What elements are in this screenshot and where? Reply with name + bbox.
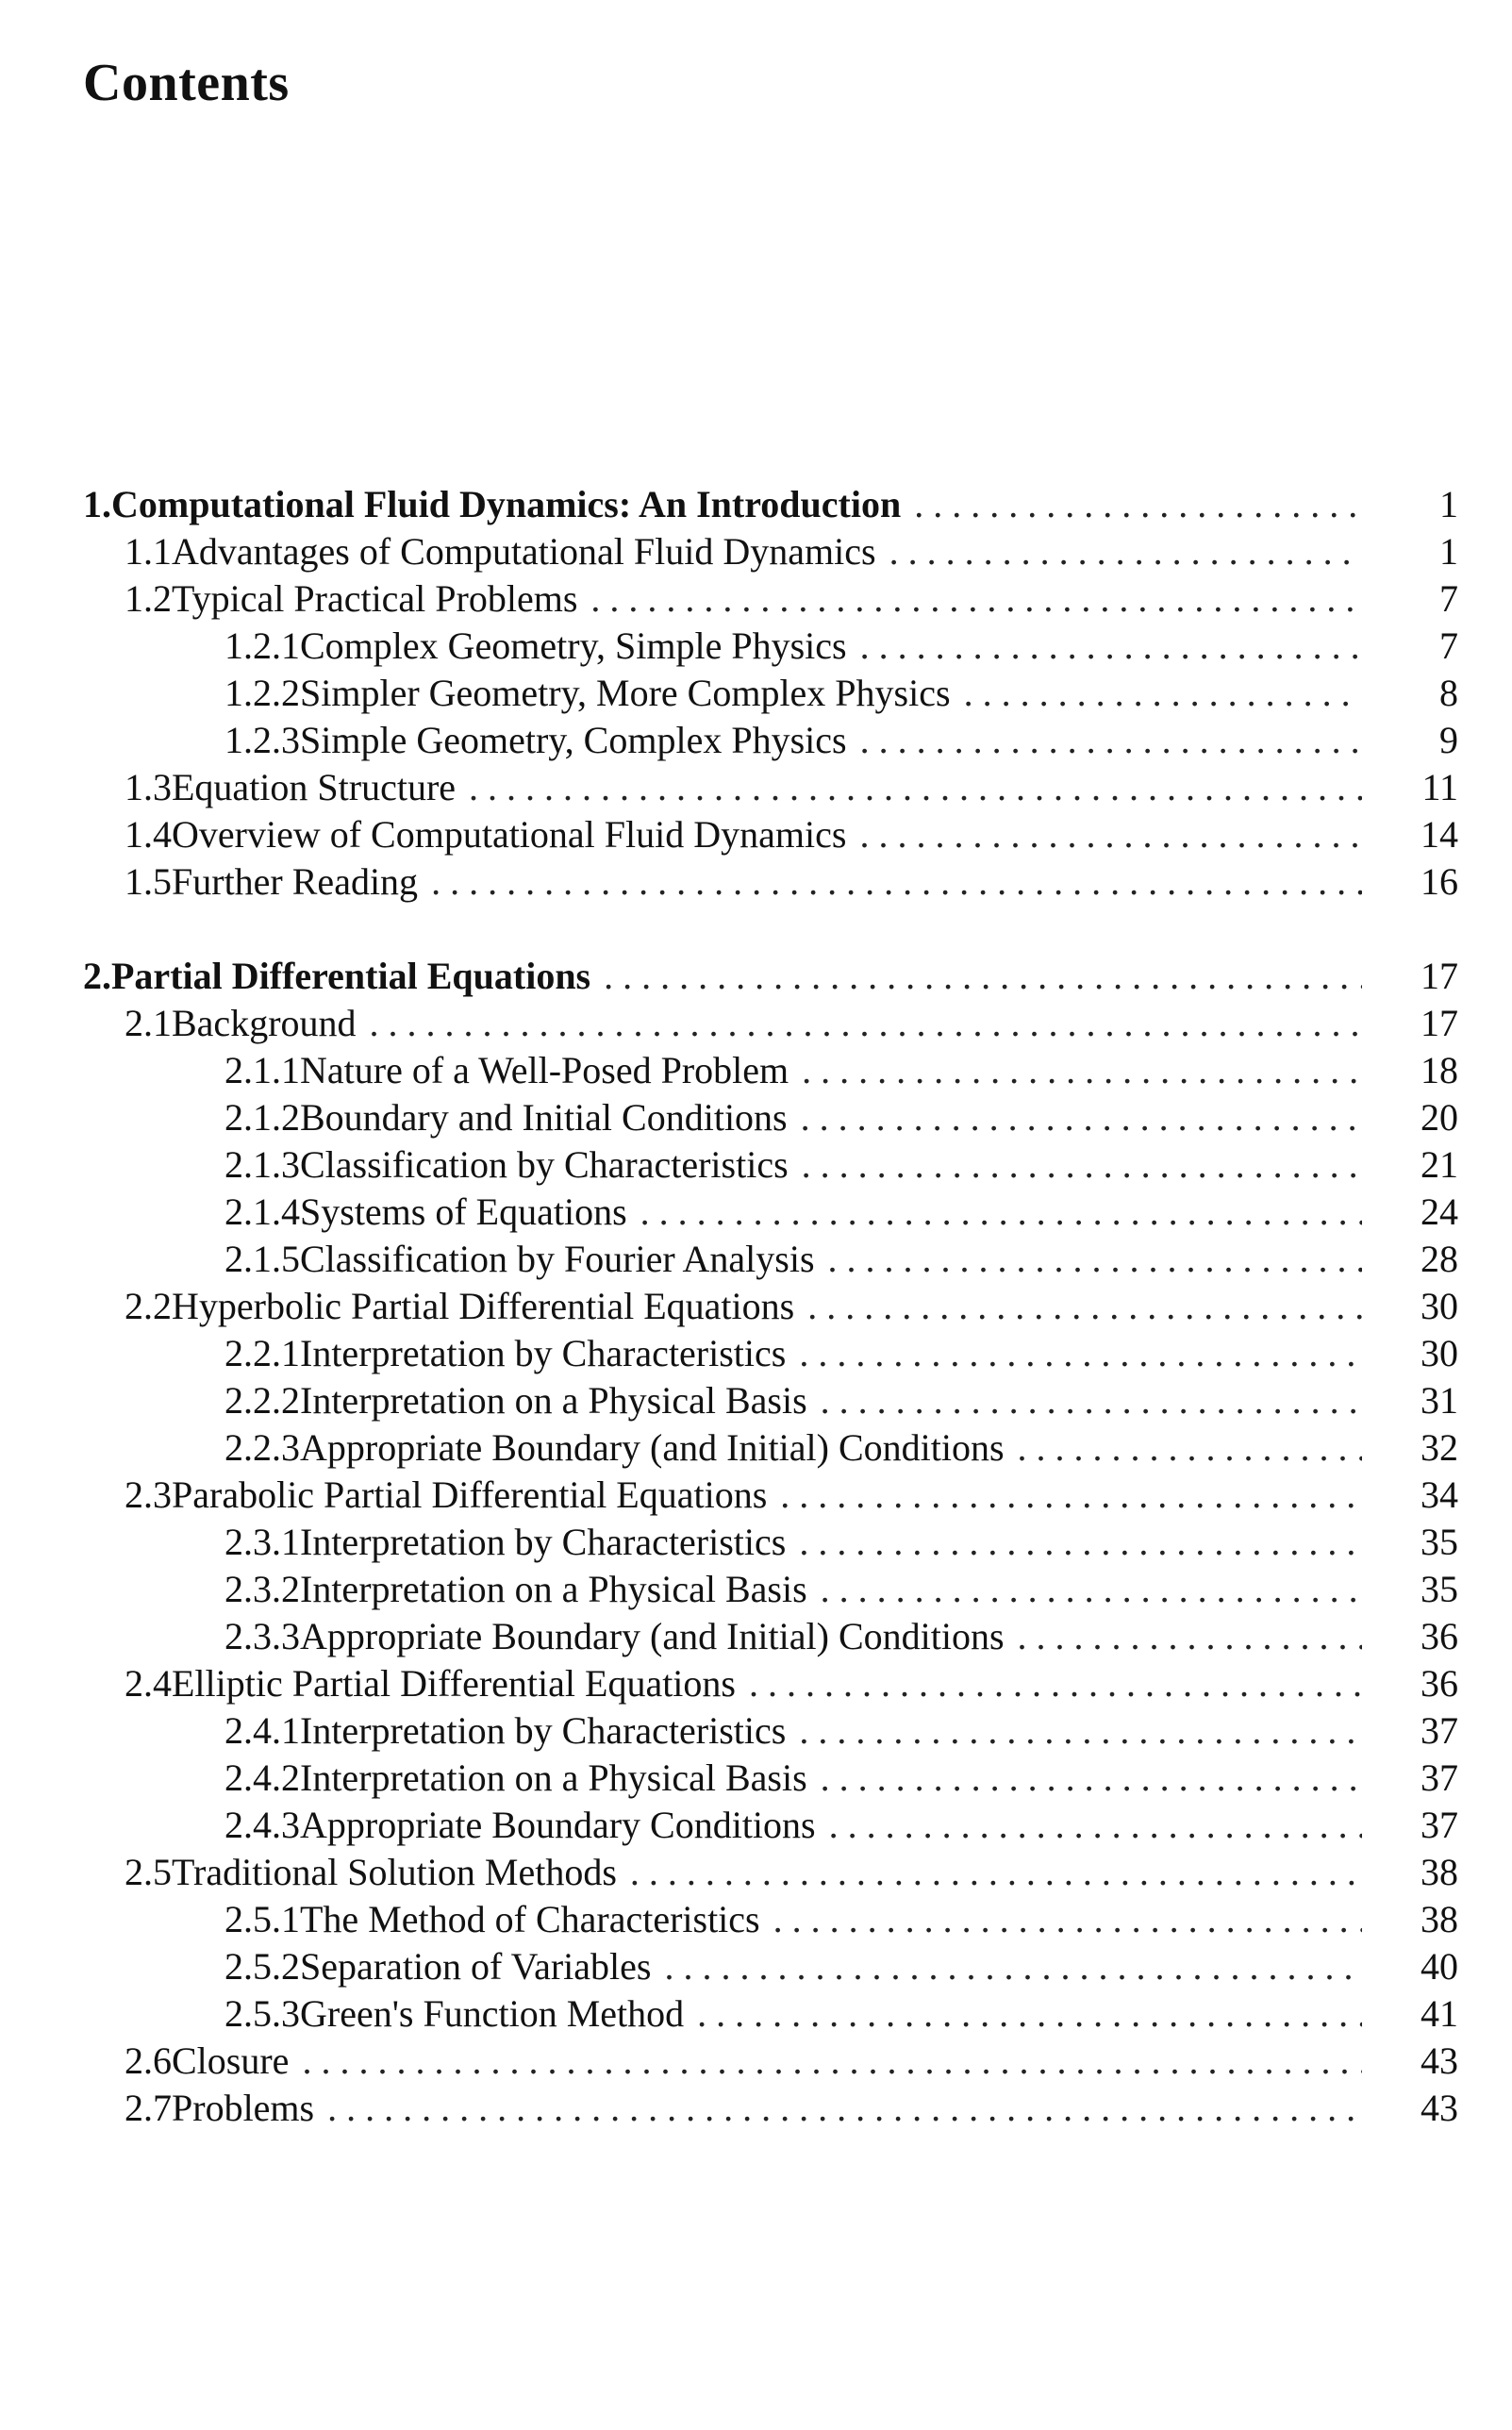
toc-entry[interactable] <box>83 1377 1458 1424</box>
toc-entry-number: 2.4.3 <box>224 1804 300 1846</box>
toc-entry-number: 1.2.1 <box>224 624 300 667</box>
toc-entry-page-number: 17 <box>1421 1002 1458 1044</box>
toc-entry-number: 1.1 <box>125 530 172 573</box>
dot-leader <box>1018 1613 1362 1660</box>
toc-entry[interactable] <box>83 1283 1458 1330</box>
toc-entry-page-number: 41 <box>1421 1992 1458 2035</box>
dot-leader <box>799 1519 1362 1566</box>
toc-entry-title: Appropriate Boundary (and Initial) Conditions <box>300 1426 1005 1469</box>
toc-entry[interactable] <box>83 1566 1458 1613</box>
toc-entry-title: Complex Geometry, Simple Physics <box>300 624 847 667</box>
toc-entry[interactable] <box>83 764 1458 811</box>
toc-entry[interactable] <box>83 670 1458 717</box>
toc-entry-number: 2.5.1 <box>224 1898 300 1940</box>
toc-entry-title: Hyperbolic Partial Differential Equations <box>172 1285 795 1327</box>
toc-entry-number: 2.4 <box>125 1662 172 1705</box>
toc-entry-title: Interpretation on a Physical Basis <box>300 1568 807 1610</box>
toc-entry-number: 2.3.2 <box>224 1568 300 1610</box>
toc-entry-page-number: 40 <box>1421 1945 1458 1988</box>
toc-entry-page-number: 21 <box>1421 1143 1458 1186</box>
page-title: Contents <box>83 54 290 112</box>
toc-entry-page-number: 9 <box>1439 719 1458 761</box>
toc-entry-number: 1.2.2 <box>224 672 300 714</box>
dot-leader <box>964 670 1362 717</box>
toc-entry[interactable] <box>83 1896 1458 1943</box>
toc-entry-number: 2.3.3 <box>224 1615 300 1657</box>
toc-entry-title: Elliptic Partial Differential Equations <box>172 1662 736 1705</box>
toc-entry-title: Further Reading <box>172 860 419 903</box>
toc-entry-title: Traditional Solution Methods <box>172 1851 617 1893</box>
toc-entry-page-number: 30 <box>1421 1332 1458 1374</box>
toc-entry-page-number: 30 <box>1421 1285 1458 1327</box>
toc-entry-number: 2.2.3 <box>224 1426 300 1469</box>
toc-entry[interactable] <box>83 575 1458 623</box>
toc-entry[interactable] <box>83 1094 1458 1141</box>
dot-leader <box>302 2038 1362 2085</box>
toc-entry[interactable] <box>83 528 1458 575</box>
toc-entry-number: 2.1.2 <box>224 1096 300 1139</box>
toc-entry-page-number: 7 <box>1439 624 1458 667</box>
toc-entry-page-number: 38 <box>1421 1851 1458 1893</box>
toc-entry-number: 1.2 <box>125 577 172 620</box>
toc-entry[interactable] <box>83 481 1458 528</box>
toc-entry[interactable] <box>83 1330 1458 1377</box>
dot-leader <box>327 2085 1362 2132</box>
toc-entry-title: Typical Practical Problems <box>172 577 578 620</box>
toc-entry-number: 2.2 <box>125 1285 172 1327</box>
toc-entry-page-number: 20 <box>1421 1096 1458 1139</box>
toc-entry-number: 1.3 <box>125 766 172 808</box>
toc-entry[interactable] <box>83 1424 1458 1472</box>
toc-entry[interactable] <box>83 953 1458 1000</box>
toc-entry[interactable] <box>83 717 1458 764</box>
toc-entry-number: 2.5.2 <box>224 1945 300 1988</box>
dot-leader <box>640 1189 1362 1236</box>
dot-leader <box>829 1802 1362 1849</box>
toc-entry-page-number: 17 <box>1421 955 1458 997</box>
toc-entry-number: 2.2.2 <box>224 1379 300 1422</box>
toc-entry-number: 1.4 <box>125 813 172 856</box>
toc-entry-title: Equation Structure <box>172 766 457 808</box>
toc-entry-number: 1. <box>83 483 111 525</box>
toc-entry-page-number: 38 <box>1421 1898 1458 1940</box>
toc-entry-page-number: 28 <box>1421 1238 1458 1280</box>
toc-entry-number: 2.1.5 <box>224 1238 300 1280</box>
toc-entry-number: 2.1.1 <box>224 1049 300 1091</box>
dot-leader <box>799 1707 1362 1755</box>
toc-entry-title: Appropriate Boundary Conditions <box>300 1804 816 1846</box>
toc-entry-page-number: 43 <box>1421 2039 1458 2082</box>
toc-entry[interactable] <box>83 1849 1458 1896</box>
dot-leader <box>889 528 1362 575</box>
toc-entry-title: Boundary and Initial Conditions <box>300 1096 788 1139</box>
toc-entry-page-number: 18 <box>1421 1049 1458 1091</box>
toc-entry-page-number: 1 <box>1439 530 1458 573</box>
toc-entry[interactable] <box>83 1236 1458 1283</box>
toc-entry-page-number: 14 <box>1421 813 1458 856</box>
toc-entry[interactable] <box>83 1613 1458 1660</box>
toc-entry-page-number: 1 <box>1439 483 1458 525</box>
toc-entry-page-number: 37 <box>1421 1804 1458 1846</box>
toc-entry[interactable] <box>83 623 1458 670</box>
toc-entry[interactable] <box>83 858 1458 906</box>
toc-entry-title: Simple Geometry, Complex Physics <box>300 719 847 761</box>
toc-entry-title: Partial Differential Equations <box>111 955 591 997</box>
toc-entry-page-number: 7 <box>1439 577 1458 620</box>
toc-entry[interactable] <box>83 1189 1458 1236</box>
toc-entry-title: Appropriate Boundary (and Initial) Conditions <box>300 1615 1005 1657</box>
dot-leader <box>860 717 1362 764</box>
toc-entry[interactable] <box>83 1943 1458 1990</box>
toc-entry-number: 2.5.3 <box>224 1992 300 2035</box>
toc-entry-title: Classification by Fourier Analysis <box>300 1238 815 1280</box>
dot-leader <box>604 953 1362 1000</box>
toc-entry[interactable] <box>83 1990 1458 2038</box>
dot-leader <box>799 1330 1362 1377</box>
toc-entry-title: Overview of Computational Fluid Dynamics <box>172 813 847 856</box>
toc-entry-title: Computational Fluid Dynamics: An Introduction <box>111 483 902 525</box>
toc-entry-page-number: 8 <box>1439 672 1458 714</box>
table-of-contents <box>83 481 1458 2132</box>
toc-entry-number: 2.3.1 <box>224 1521 300 1563</box>
dot-leader <box>1018 1424 1362 1472</box>
toc-entry-title: Closure <box>172 2039 290 2082</box>
toc-entry[interactable] <box>83 1519 1458 1566</box>
dot-leader <box>802 1141 1362 1189</box>
dot-leader <box>469 764 1362 811</box>
toc-entry[interactable] <box>83 2085 1458 2132</box>
toc-entry-number: 2.4.1 <box>224 1709 300 1752</box>
toc-entry-page-number: 11 <box>1421 766 1458 808</box>
dot-leader <box>807 1283 1362 1330</box>
toc-entry-title: Green's Function Method <box>300 1992 685 2035</box>
toc-entry-number: 2.5 <box>125 1851 172 1893</box>
toc-entry-number: 2.7 <box>125 2087 172 2129</box>
toc-entry-title: Simpler Geometry, More Complex Physics <box>300 672 951 714</box>
dot-leader <box>630 1849 1362 1896</box>
toc-entry-page-number: 43 <box>1421 2087 1458 2129</box>
toc-entry-page-number: 31 <box>1421 1379 1458 1422</box>
dot-leader <box>860 623 1362 670</box>
toc-entry[interactable] <box>83 1472 1458 1519</box>
toc-chapter-2 <box>83 953 1458 2132</box>
toc-entry[interactable] <box>83 1755 1458 1802</box>
toc-entry-page-number: 34 <box>1421 1473 1458 1516</box>
dot-leader <box>821 1566 1362 1613</box>
dot-leader <box>821 1377 1362 1424</box>
toc-entry-number: 2.1 <box>125 1002 172 1044</box>
toc-entry-page-number: 16 <box>1421 860 1458 903</box>
dot-leader <box>431 858 1362 906</box>
toc-entry-number: 2.3 <box>125 1473 172 1516</box>
dot-leader <box>590 575 1362 623</box>
toc-entry-title: Nature of a Well-Posed Problem <box>300 1049 789 1091</box>
toc-entry[interactable] <box>83 1000 1458 1047</box>
toc-entry-number: 2. <box>83 955 111 997</box>
toc-entry-title: Separation of Variables <box>300 1945 652 1988</box>
toc-entry[interactable] <box>83 1141 1458 1189</box>
toc-chapter-1 <box>83 481 1458 906</box>
toc-entry-title: Interpretation by Characteristics <box>300 1709 787 1752</box>
toc-entry-number: 2.1.3 <box>224 1143 300 1186</box>
dot-leader <box>780 1472 1362 1519</box>
toc-entry[interactable] <box>83 1660 1458 1707</box>
toc-entry[interactable] <box>83 1047 1458 1094</box>
toc-entry-title: Interpretation by Characteristics <box>300 1521 787 1563</box>
toc-entry-title: The Method of Characteristics <box>300 1898 760 1940</box>
dot-leader <box>914 481 1362 528</box>
dot-leader <box>821 1755 1362 1802</box>
toc-entry-number: 1.2.3 <box>224 719 300 761</box>
dot-leader <box>697 1990 1362 2038</box>
toc-entry[interactable] <box>83 1802 1458 1849</box>
dot-leader <box>801 1094 1362 1141</box>
toc-entry-number: 2.4.2 <box>224 1756 300 1799</box>
toc-entry-title: Interpretation by Characteristics <box>300 1332 787 1374</box>
toc-entry[interactable] <box>83 2038 1458 2085</box>
dot-leader <box>859 811 1362 858</box>
toc-entry-page-number: 24 <box>1421 1190 1458 1233</box>
toc-entry-page-number: 35 <box>1421 1568 1458 1610</box>
dot-leader <box>773 1896 1362 1943</box>
toc-entry[interactable] <box>83 811 1458 858</box>
dot-leader <box>370 1000 1362 1047</box>
dot-leader <box>664 1943 1362 1990</box>
toc-entry-number: 2.6 <box>125 2039 172 2082</box>
toc-entry-page-number: 36 <box>1421 1662 1458 1705</box>
toc-entry-page-number: 37 <box>1421 1756 1458 1799</box>
toc-entry-title: Advantages of Computational Fluid Dynamics <box>172 530 876 573</box>
toc-entry-page-number: 36 <box>1421 1615 1458 1657</box>
toc-entry-title: Interpretation on a Physical Basis <box>300 1756 807 1799</box>
toc-entry-title: Background <box>172 1002 357 1044</box>
toc-entry-page-number: 35 <box>1421 1521 1458 1563</box>
toc-entry-title: Classification by Characteristics <box>300 1143 789 1186</box>
toc-entry-title: Parabolic Partial Differential Equations <box>172 1473 768 1516</box>
toc-entry-title: Systems of Equations <box>300 1190 627 1233</box>
toc-entry-title: Problems <box>172 2087 315 2129</box>
toc-entry-page-number: 37 <box>1421 1709 1458 1752</box>
toc-entry-page-number: 32 <box>1421 1426 1458 1469</box>
toc-entry-title: Interpretation on a Physical Basis <box>300 1379 807 1422</box>
toc-entry-number: 2.1.4 <box>224 1190 300 1233</box>
toc-entry[interactable] <box>83 1707 1458 1755</box>
dot-leader <box>802 1047 1362 1094</box>
dot-leader <box>749 1660 1362 1707</box>
toc-entry-number: 2.2.1 <box>224 1332 300 1374</box>
dot-leader <box>828 1236 1362 1283</box>
toc-entry-number: 1.5 <box>125 860 172 903</box>
